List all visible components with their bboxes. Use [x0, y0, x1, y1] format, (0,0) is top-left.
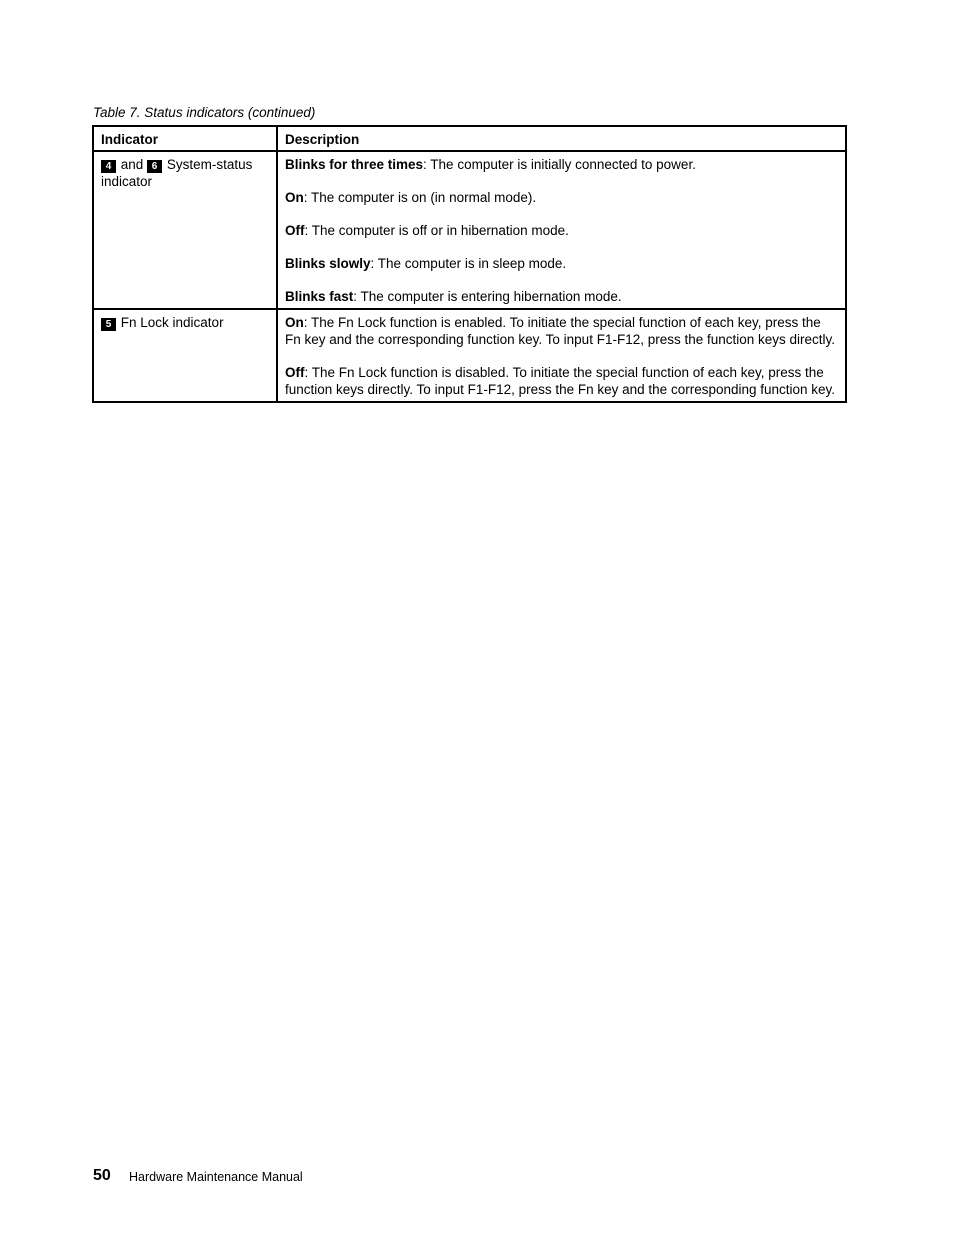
- state-text: : The Fn Lock function is disabled. To initiate the special function of each key, press the function keys directly. To input F1-F12, press the Fn key and the corresponding function key.: [285, 365, 836, 397]
- state-text: : The computer is on (in normal mode).: [303, 190, 537, 205]
- description-cell: [277, 151, 846, 309]
- table-row: [93, 309, 846, 402]
- description-item: [285, 222, 838, 239]
- callout-badge: 4: [101, 160, 116, 173]
- state-term: Off: [285, 223, 305, 238]
- state-text: : The Fn Lock function is enabled. To initiate the special function of each key, press the Fn key and the corresponding function key. To input F1-F12, press the function keys directly.: [285, 315, 836, 347]
- state-text: : The computer is in sleep mode.: [370, 256, 567, 271]
- description-cell: [277, 309, 846, 402]
- table-header-row: [93, 126, 846, 151]
- status-indicators-table: [92, 125, 847, 403]
- state-text: : The computer is off or in hibernation mode.: [304, 223, 569, 238]
- indicator-joiner: and: [120, 157, 144, 172]
- page-number: 50: [93, 1167, 111, 1184]
- state-term: Off: [285, 365, 305, 380]
- state-term: Blinks slowly: [285, 256, 371, 271]
- description-item: [285, 364, 838, 398]
- table-caption: Table 7. Status indicators (continued): [93, 105, 316, 120]
- header-description: Description: [277, 126, 846, 151]
- indicator-label: System-status indicator: [101, 157, 253, 189]
- description-item: [285, 156, 838, 173]
- state-term: Blinks fast: [285, 289, 354, 304]
- description-item: [285, 255, 838, 272]
- header-indicator: Indicator: [93, 126, 277, 151]
- table-row: [93, 151, 846, 309]
- state-term: On: [285, 315, 304, 330]
- state-text: : The computer is entering hibernation mode.: [353, 289, 622, 304]
- indicator-cell: [93, 151, 277, 309]
- indicator-cell: [93, 309, 277, 402]
- description-item: [285, 288, 838, 305]
- callout-badge: 5: [101, 318, 116, 331]
- callout-badge: 6: [147, 160, 162, 173]
- state-term: On: [285, 190, 304, 205]
- indicator-label: Fn Lock indicator: [120, 315, 224, 330]
- description-item: [285, 189, 838, 206]
- state-text: : The computer is initially connected to power.: [423, 157, 696, 172]
- state-term: Blinks for three times: [285, 157, 424, 172]
- manual-title: Hardware Maintenance Manual: [129, 1170, 303, 1184]
- description-item: [285, 314, 838, 348]
